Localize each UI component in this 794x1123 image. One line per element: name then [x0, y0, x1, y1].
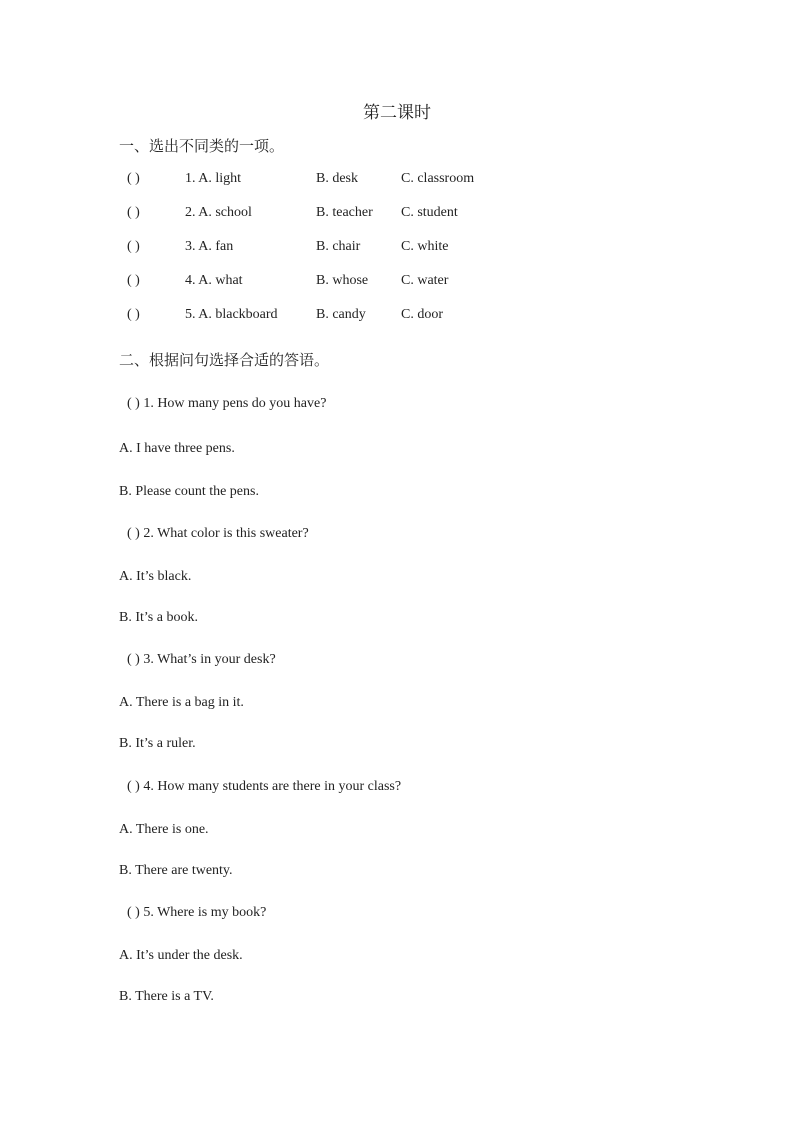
answer-option-b: B. It’s a ruler.: [119, 736, 196, 751]
option-a: 2. A. school: [185, 205, 252, 220]
section1-heading: 一、选出不同类的一项。: [119, 137, 285, 155]
option-b: B. teacher: [316, 205, 373, 220]
answer-option-a: A. I have three pens.: [119, 441, 235, 456]
answer-blank: ( ): [127, 205, 140, 220]
option-c: C. door: [401, 307, 443, 322]
option-a: 4. A. what: [185, 273, 243, 288]
answer-option-a: A. There is a bag in it.: [119, 695, 244, 710]
question: ( ) 2. What color is this sweater?: [127, 526, 309, 541]
question: ( ) 1. How many pens do you have?: [127, 396, 327, 411]
option-b: B. chair: [316, 239, 361, 254]
answer-blank: ( ): [127, 171, 140, 186]
answer-option-a: A. There is one.: [119, 822, 209, 837]
page-title: 第二课时: [363, 103, 431, 123]
question: ( ) 5. Where is my book?: [127, 905, 267, 920]
option-a: 5. A. blackboard: [185, 307, 278, 322]
answer-option-b: B. There are twenty.: [119, 863, 233, 878]
option-c: C. student: [401, 205, 458, 220]
option-b: B. whose: [316, 273, 369, 288]
answer-option-a: A. It’s under the desk.: [119, 948, 243, 963]
option-a: 3. A. fan: [185, 239, 234, 254]
option-b: B. desk: [316, 171, 358, 186]
option-a: 1. A. light: [185, 171, 242, 186]
question: ( ) 4. How many students are there in your class?: [127, 779, 402, 794]
option-c: C. water: [401, 273, 449, 288]
option-c: C. white: [401, 239, 449, 254]
answer-blank: ( ): [127, 307, 140, 322]
answer-option-b: B. There is a TV.: [119, 989, 214, 1004]
answer-option-b: B. It’s a book.: [119, 610, 198, 625]
answer-blank: ( ): [127, 239, 140, 254]
option-c: C. classroom: [401, 171, 475, 186]
answer-option-a: A. It’s black.: [119, 569, 192, 584]
answer-blank: ( ): [127, 273, 140, 288]
section2-heading: 二、根据问句选择合适的答语。: [119, 351, 330, 369]
question: ( ) 3. What’s in your desk?: [127, 652, 276, 667]
answer-option-b: B. Please count the pens.: [119, 484, 259, 499]
option-b: B. candy: [316, 307, 366, 322]
